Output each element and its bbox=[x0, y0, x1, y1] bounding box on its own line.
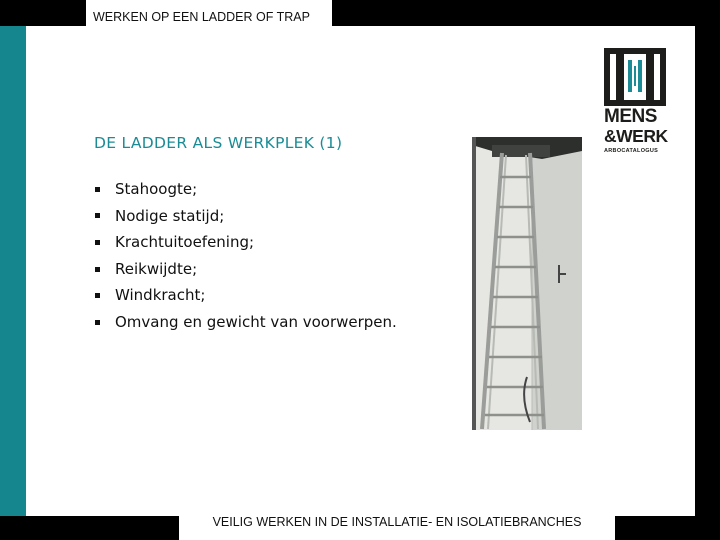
bullet-item bbox=[94, 229, 397, 256]
bullet-marker bbox=[95, 267, 100, 272]
bullet-marker bbox=[95, 240, 100, 245]
bullet-item bbox=[94, 309, 397, 336]
header-label: WERKEN OP EEN LADDER OF TRAP bbox=[86, 0, 332, 30]
logo-tagline: ARBOCATALOGUS bbox=[604, 148, 659, 154]
bullet-text: Nodige statijd; bbox=[115, 206, 225, 225]
mens-en-werk-logo bbox=[604, 48, 670, 158]
bullet-marker bbox=[95, 293, 100, 298]
bullet-item bbox=[94, 203, 397, 230]
logo-word-mens: MENS bbox=[604, 106, 657, 127]
bullet-list bbox=[94, 176, 397, 336]
bullet-item bbox=[94, 256, 397, 283]
bullet-marker bbox=[95, 213, 100, 218]
footer-label: VEILIG WERKEN IN DE INSTALLATIE- EN ISOLATIEBRANCHES bbox=[179, 510, 615, 540]
bullet-text: Windkracht; bbox=[115, 286, 206, 305]
slide-title: DE LADDER ALS WERKPLEK (1) bbox=[94, 134, 343, 152]
bullet-text: Krachtuitoefening; bbox=[115, 233, 255, 252]
bullet-marker bbox=[95, 320, 100, 325]
bullet-text: Reikwijdte; bbox=[115, 259, 198, 278]
bullet-text: Omvang en gewicht van voorwerpen. bbox=[115, 312, 397, 331]
bullet-text: Stahoogte; bbox=[115, 180, 198, 198]
frame-right-border bbox=[695, 0, 720, 540]
ladder-photo bbox=[472, 137, 582, 430]
logo-word-werk: &WERK bbox=[604, 126, 668, 146]
mens-en-werk-logo-icon bbox=[604, 48, 666, 106]
bullet-item bbox=[94, 282, 397, 309]
bullet-item bbox=[94, 176, 397, 203]
bullet-marker bbox=[95, 187, 100, 192]
